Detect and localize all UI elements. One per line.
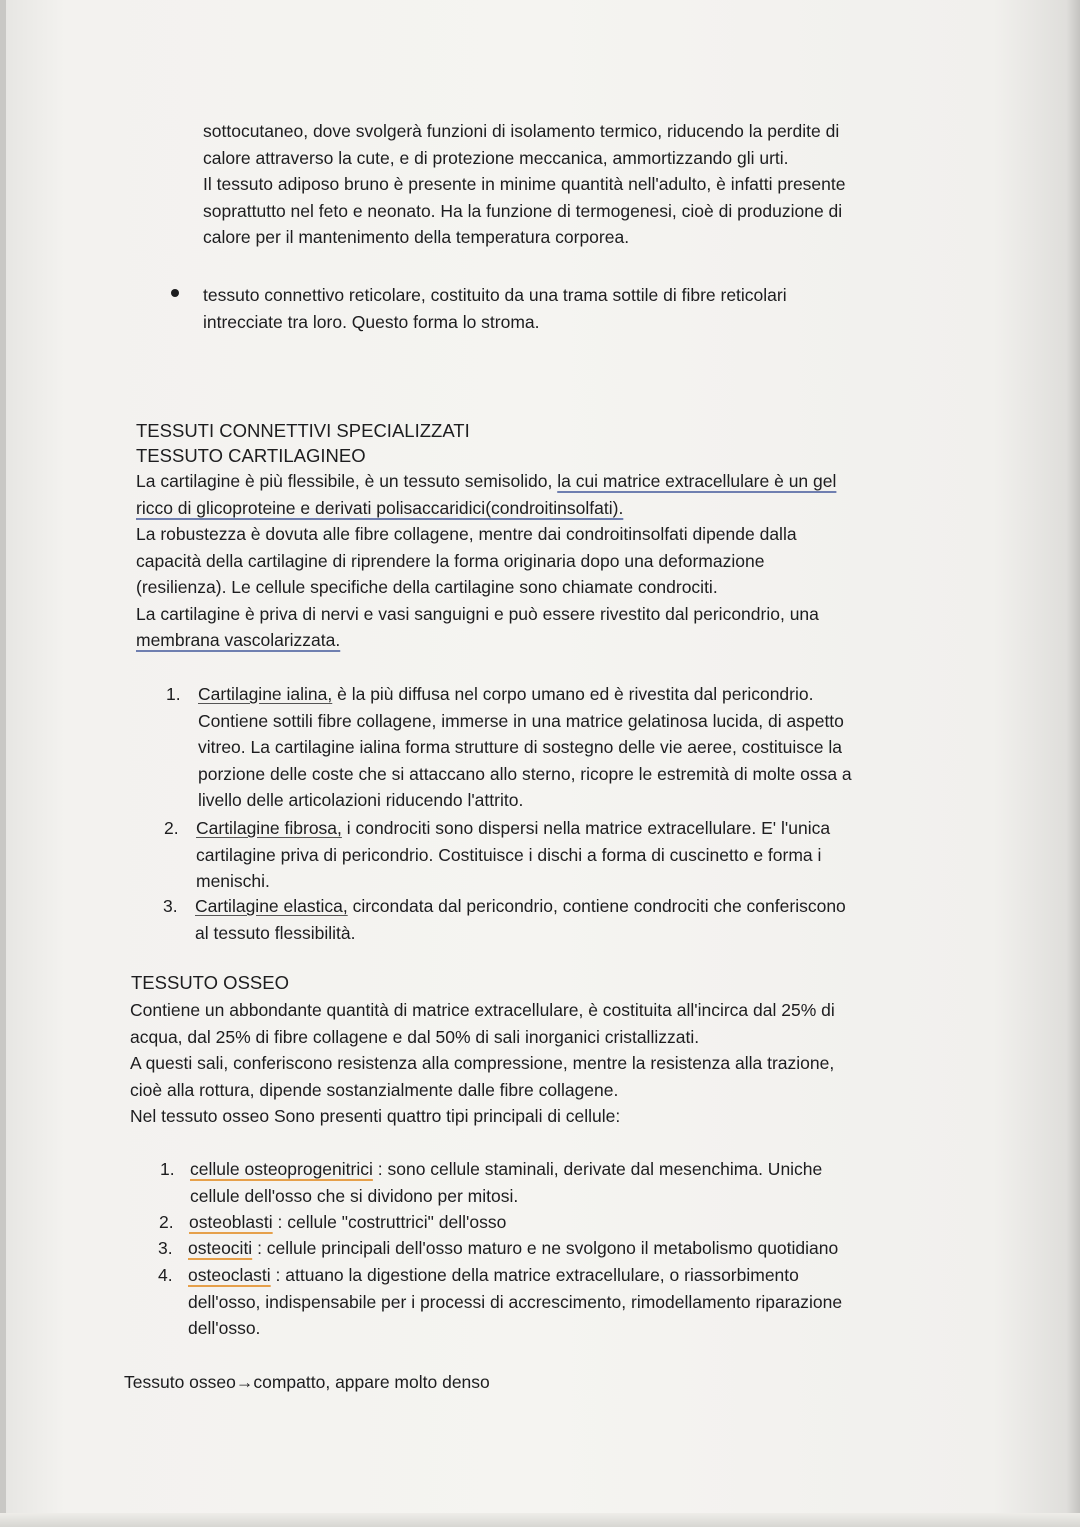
subheading-bone: TESSUTO OSSEO xyxy=(131,972,289,993)
page-bottom-edge xyxy=(0,1513,1080,1527)
reticular-line: intrecciate tra loro. Questo forma lo stroma. xyxy=(203,311,540,332)
page-left-edge xyxy=(0,0,6,1527)
list-item-text: cellule dell'osso che si dividono per mitosi. xyxy=(190,1185,519,1206)
list-item-text: : cellule principali dell'osso maturo e ne svolgono il metabolismo quotidiano xyxy=(252,1238,839,1258)
list-number: 2. xyxy=(159,1212,174,1232)
list-item xyxy=(189,1209,506,1236)
list-item-term: Cartilagine ialina, xyxy=(198,684,333,704)
list-item-term: osteoclasti xyxy=(188,1265,271,1285)
cartilage-paragraph xyxy=(136,468,836,654)
list-item-term: cellule osteoprogenitrici xyxy=(190,1159,373,1179)
cartilage-highlight: la cui matrice extracellulare è un gel xyxy=(557,471,837,491)
list-item-text: circondata dal pericondrio, contiene condrociti che conferiscono xyxy=(347,896,846,916)
reticular-line: tessuto connettivo reticolare, costituito da una trama sottile di fibre reticolari xyxy=(203,285,787,305)
list-item-text: al tessuto flessibilità. xyxy=(195,922,356,943)
list-item-text: Contiene sottili fibre collagene, immerse in una matrice gelatinosa lucida, di aspetto xyxy=(198,710,844,731)
list-item-term: osteoblasti xyxy=(189,1212,273,1232)
list-item xyxy=(195,893,846,946)
section-heading-specialized: TESSUTI CONNETTIVI SPECIALIZZATI xyxy=(136,420,470,441)
list-number: 4. xyxy=(158,1265,173,1285)
adipose-line: soprattutto nel feto e neonato. Ha la funzione di termogenesi, cioè di produzione di xyxy=(203,200,843,221)
bullet-icon xyxy=(171,289,179,297)
adipose-line: sottocutaneo, dove svolgerà funzioni di isolamento termico, riducendo la perdite di xyxy=(203,121,840,141)
list-number: 2. xyxy=(164,818,179,838)
bone-compact-note: Tessuto osseo→compatto, appare molto denso xyxy=(124,1372,490,1392)
list-item-text: livello delle articolazioni riducendo l'attrito. xyxy=(198,790,524,810)
bone-line: A questi sali, conferiscono resistenza alla compressione, mentre la resistenza alla trazione, xyxy=(130,1053,835,1073)
list-item-text: dell'osso. xyxy=(188,1318,261,1338)
cartilage-line-1-a: La cartilagine è più flessibile, è un tessuto semisolido, xyxy=(136,471,558,491)
list-item-text: dell'osso, indispensabile per i processi di accrescimento, rimodellamento riparazione xyxy=(188,1291,843,1312)
page-right-edge xyxy=(1066,0,1080,1527)
list-item xyxy=(198,681,852,814)
list-item-text: : attuano la digestione della matrice extracellulare, o riassorbimento xyxy=(270,1265,799,1285)
bone-line: Contiene un abbondante quantità di matrice extracellulare, è costituita all'incirca dal 25% di xyxy=(130,1000,835,1020)
list-item-term: Cartilagine elastica, xyxy=(195,896,348,916)
cartilage-line-4: capacità della cartilagine di riprendere la forma originaria dopo una deformazione xyxy=(136,550,765,571)
list-item xyxy=(188,1262,842,1342)
list-item-text: menischi. xyxy=(196,871,270,891)
subheading-cartilage: TESSUTO CARTILAGINEO xyxy=(136,445,366,466)
list-item xyxy=(188,1235,838,1262)
bone-line: cioè alla rottura, dipende sostanzialmente dalle fibre collagene. xyxy=(130,1079,619,1100)
list-item-text: i condrociti sono dispersi nella matrice extracellulare. E' l'unica xyxy=(341,818,831,838)
reticular-paragraph xyxy=(203,282,787,335)
list-item xyxy=(190,1156,822,1209)
list-item-text: vitreo. La cartilagine ialina forma strutture di sostegno delle vie aeree, costituisce la xyxy=(198,737,842,757)
list-number: 1. xyxy=(160,1159,175,1179)
adipose-line: Il tessuto adiposo bruno è presente in minime quantità nell'adulto, è infatti presente xyxy=(203,174,846,194)
bone-line: Nel tessuto osseo Sono presenti quattro tipi principali di cellule: xyxy=(130,1106,621,1126)
adipose-paragraph xyxy=(203,118,846,251)
adipose-line: calore per il mantenimento della temperatura corporea. xyxy=(203,227,630,247)
list-number: 1. xyxy=(166,684,181,704)
list-item-term: Cartilagine fibrosa, xyxy=(196,818,342,838)
cartilage-line-3: La robustezza è dovuta alle fibre collagene, mentre dai condroitinsolfati dipende dalla xyxy=(136,524,797,544)
list-item-text: : cellule "costruttrici" dell'osso xyxy=(272,1212,507,1232)
list-item xyxy=(196,815,830,895)
list-item-text: porzione delle coste che si attaccano allo sterno, ricopre le estremità di molte ossa a xyxy=(198,763,852,784)
cartilage-line-1 xyxy=(136,468,836,495)
bone-line: acqua, dal 25% di fibre collagene e dal 50% di sali inorganici cristallizzati. xyxy=(130,1026,700,1047)
list-item-term: osteociti xyxy=(188,1238,253,1258)
list-item-text: : sono cellule staminali, derivate dal mesenchima. Uniche xyxy=(372,1159,823,1179)
adipose-line: calore attraverso la cute, e di protezione meccanica, ammortizzando gli urti. xyxy=(203,147,789,168)
list-number: 3. xyxy=(158,1238,173,1258)
cartilage-line-2: ricco di glicoproteine e derivati polisaccaridici(condroitinsolfati). xyxy=(136,497,624,518)
cartilage-line-5: (resilienza). Le cellule specifiche della cartilagine sono chiamate condrociti. xyxy=(136,577,718,597)
cartilage-line-7: membrana vascolarizzata. xyxy=(136,630,341,650)
bone-paragraph xyxy=(130,997,835,1130)
list-item-text: cartilagine priva di pericondrio. Costituisce i dischi a forma di cuscinetto e forma i xyxy=(196,844,822,865)
cartilage-line-6: La cartilagine è priva di nervi e vasi sanguigni e può essere rivestito dal pericondrio, una xyxy=(136,603,819,624)
list-number: 3. xyxy=(163,896,178,916)
list-item-text: è la più diffusa nel corpo umano ed è rivestita dal pericondrio. xyxy=(332,684,814,704)
